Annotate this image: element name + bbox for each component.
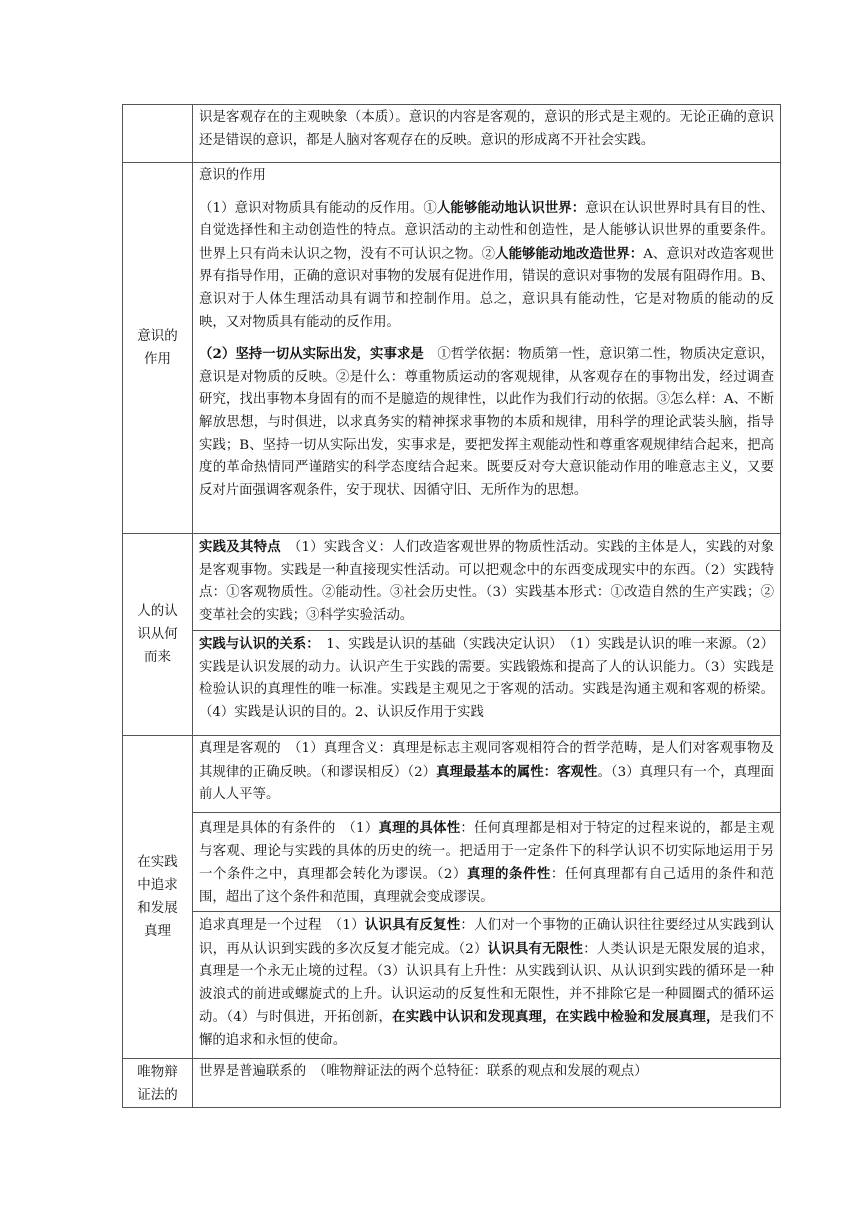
paragraph-universal-connection: 世界是普遍联系的 （唯物辩证法的两个总特征：联系的观点和发展的观点） <box>199 1064 648 1079</box>
content-cell <box>193 105 781 163</box>
paragraph-seek-truth-from-facts: （2）坚持一切从实际出发，实事求是 ①哲学依据：物质第一性，意识第二性，物质决定意识，意识是对物质的反映。②是什么：尊重物质运动的客观规律，从客观存在的事物出发，经过调查研究，找出事物本身固有的而不是臆造的规律性，以此作为我们行动的依据。③怎么样：A、不断解放思想，与时俱进，以求真务实的精神探求事物的本质和规律，用科学的理论武装头脑，指导实践；B、坚持一切从实际出发，实事求是，要把发挥主观能动性和尊重客观规律结合起来，把高度的革命热情同严谨踏实的科学态度结合起来。既要反对夸大意识能动作用的唯意志主义，又要反对片面强调客观条件，安于现状、因循守旧、无所作为的思想。 <box>199 346 774 498</box>
table-row-dialectics <box>123 1059 781 1108</box>
row-label-dialectics: 唯物辩证法的 <box>123 1059 193 1108</box>
paragraph-practice-features: 实践及其特点 （1）实践含义：人们改造客观世界的物质性活动。实践的主体是人，实践的对象是客观事物。实践是一种直接现实性活动。可以把观念中的东西变成现实中的东西。（2）实践特点：①客观物质性。②能动性。③社会历史性。（3）实践基本形式：①改造自然的生产实践；②变革社会的实践；③科学实验活动。 <box>199 539 774 623</box>
table-row-consciousness-essence <box>123 105 781 163</box>
paragraph-truth-objective: 真理是客观的 （1）真理含义：真理是标志主观同客观相符合的哲学范畴，是人们对客观事物及其规律的正确反映。（和谬误相反）（2）真理最基本的属性：客观性。（3）真理只有一个，真理面前人人平等。 <box>199 741 774 803</box>
table-row-role-of-consciousness <box>123 163 781 534</box>
row-label-empty <box>123 105 193 163</box>
table-row-practice-and-knowledge <box>123 631 781 736</box>
content-cell-truth-process <box>193 912 781 1059</box>
content-cell-dialectics <box>193 1059 781 1108</box>
paragraph-practice-knowledge-relation: 实践与认识的关系： 1、实践是认识的基础（实践决定认识） （1）实践是认识的唯一来源。（2）实践是认识发展的动力。认识产生于实践的需要。实践锻炼和提高了人的认识能力。（3）实践是检验认识的真理性的唯一标准。实践是主观见之于客观的活动。实践是沟通主观和客观的桥梁。（4）实践是认识的目的。2、认识反作用于实践 <box>199 636 774 720</box>
table-row-truth-a <box>123 736 781 813</box>
row-label-origin-of-knowledge: 人的认识从何而来 <box>123 534 193 736</box>
content-cell-truth-concrete <box>193 813 781 912</box>
table-row-origin-of-knowledge <box>123 534 781 631</box>
row-label-role-of-consciousness: 意识的作用 <box>123 163 193 534</box>
content-cell-truth-objective <box>193 736 781 813</box>
paragraph-reactive-role: （1）意识对物质具有能动的反作用。①人能够能动地认识世界：意识在认识世界时具有目的性、自觉选择性和主动创造性的特点。意识活动的主动性和创造性，是人能够认识世界的重要条件。世界上只有尚未认识之物，没有不可认识之物。②人能够能动地改造世界：A、意识对改造客观世界有指导作用，正确的意识对事物的发展有促进作用，错误的意识对事物的发展有阻碍作用。B、意识对于人体生理活动具有调节和控制作用。总之，意识具有能动性，它是对物质的能动的反映，又对物质具有能动的反作用。 <box>199 199 775 330</box>
content-cell <box>193 163 781 534</box>
content-cell-practice-knowledge <box>193 631 781 736</box>
table-row-truth-b <box>123 813 781 912</box>
row-label-pursue-truth: 在实践中追求和发展真理 <box>123 736 193 1059</box>
paragraph-truth-concrete: 真理是具体的有条件的 （1）真理的具体性：任何真理都是相对于特定的过程来说的，都是主观与客观、理论与实践的具体的历史的统一。把适用于一定条件下的科学认识不切实际地运用于另一个条件之中，真理都会转化为谬误。（2）真理的条件性：任何真理都有自己适用的条件和范围，超出了这个条件和范围，真理就会变成谬误。 <box>199 820 775 905</box>
notes-table <box>122 104 781 1108</box>
table-row-truth-c <box>123 912 781 1059</box>
paragraph-truth-process: 追求真理是一个过程 （1）认识具有反复性：人们对一个事物的正确认识往往要经过从实践到认识，再从认识到实践的多次反复才能完成。（2）认识具有无限性：人类认识是无限发展的追求，真理是一个永无止境的过程。（3）认识具有上升性：从实践到认识、从认识到实践的循环是一种波浪式的前进或螺旋式的上升。认识运动的反复性和无限性，并不排除它是一种圆圈式的循环运动。（4）与时俱进，开拓创新，在实践中认识和发现真理，在实践中检验和发展真理，是我们不懈的追求和永恒的使命。 <box>199 917 775 1048</box>
section-heading: 意识的作用 <box>199 168 266 183</box>
content-cell-practice <box>193 534 781 631</box>
paragraph-consciousness-essence: 识是客观存在的主观映象（本质）。意识的内容是客观的，意识的形式是主观的。无论正确的意识还是错误的意识，都是人脑对客观存在的反映。意识的形成离不开社会实践。 <box>199 110 774 148</box>
